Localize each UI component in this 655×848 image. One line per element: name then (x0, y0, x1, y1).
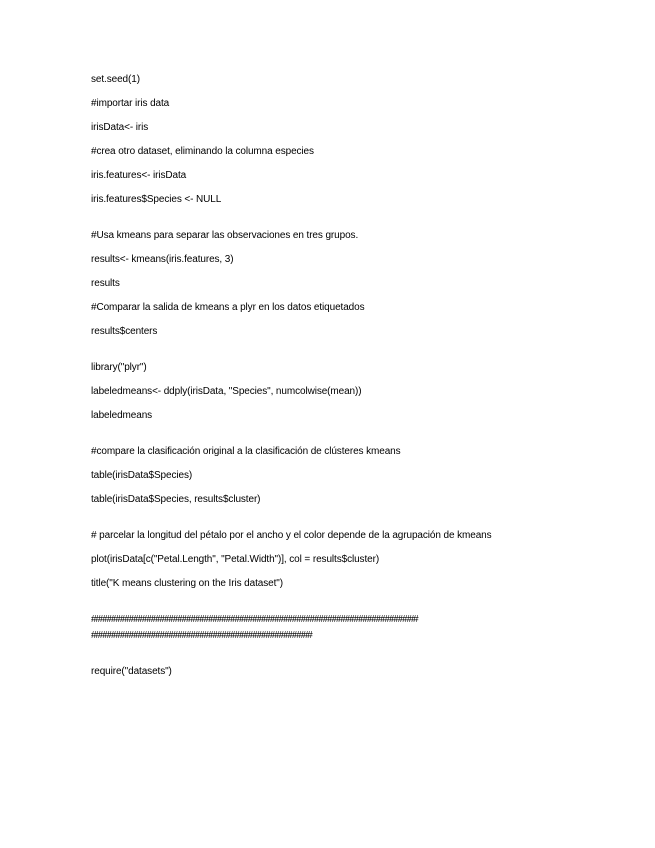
code-line-results-centers: results$centers (91, 326, 158, 337)
code-line-set-seed: set.seed(1) (91, 74, 140, 85)
comment-line-plot-petal: # parcelar la longitud del pétalo por el ancho y el color depende de la agrupación de kmeans (91, 530, 492, 541)
code-line-library-plyr: library("plyr") (91, 362, 147, 373)
code-line-assign-irisdata: irisData<- iris (91, 122, 149, 133)
code-line-ddply: labeledmeans<- ddply(irisData, "Species", numcolwise(mean)) (91, 386, 362, 397)
comment-line-create-dataset: #crea otro dataset, eliminando la columna especies (91, 146, 314, 157)
code-line-assign-features: iris.features<- irisData (91, 170, 187, 181)
code-line-title: title("K means clustering on the Iris dataset") (91, 578, 283, 589)
code-line-labeledmeans: labeledmeans (91, 410, 153, 421)
code-line-results: results (91, 278, 120, 289)
code-line-table-cluster: table(irisData$Species, results$cluster) (91, 494, 261, 505)
comment-line-import-iris: #importar iris data (91, 98, 170, 109)
code-line-plot: plot(irisData[c("Petal.Length", "Petal.Width")], col = results$cluster) (91, 554, 380, 565)
comment-line-compare-plyr: #Comparar la salida de kmeans a plyr en los datos etiquetados (91, 302, 365, 313)
comment-line-compare-classification: #compare la clasificación original a la clasificación de clústeres kmeans (91, 446, 401, 457)
separator-line-1: ########################################################################## (91, 614, 418, 625)
r-script-text (91, 74, 571, 690)
code-line-require-datasets: require("datasets") (91, 666, 172, 677)
code-line-remove-species: iris.features$Species <- NULL (91, 194, 222, 205)
comment-line-use-kmeans: #Usa kmeans para separar las observaciones en tres grupos. (91, 230, 359, 241)
separator-line-2: ################################################## (91, 630, 312, 641)
code-line-table-species: table(irisData$Species) (91, 470, 193, 481)
code-line-kmeans: results<- kmeans(iris.features, 3) (91, 254, 234, 265)
